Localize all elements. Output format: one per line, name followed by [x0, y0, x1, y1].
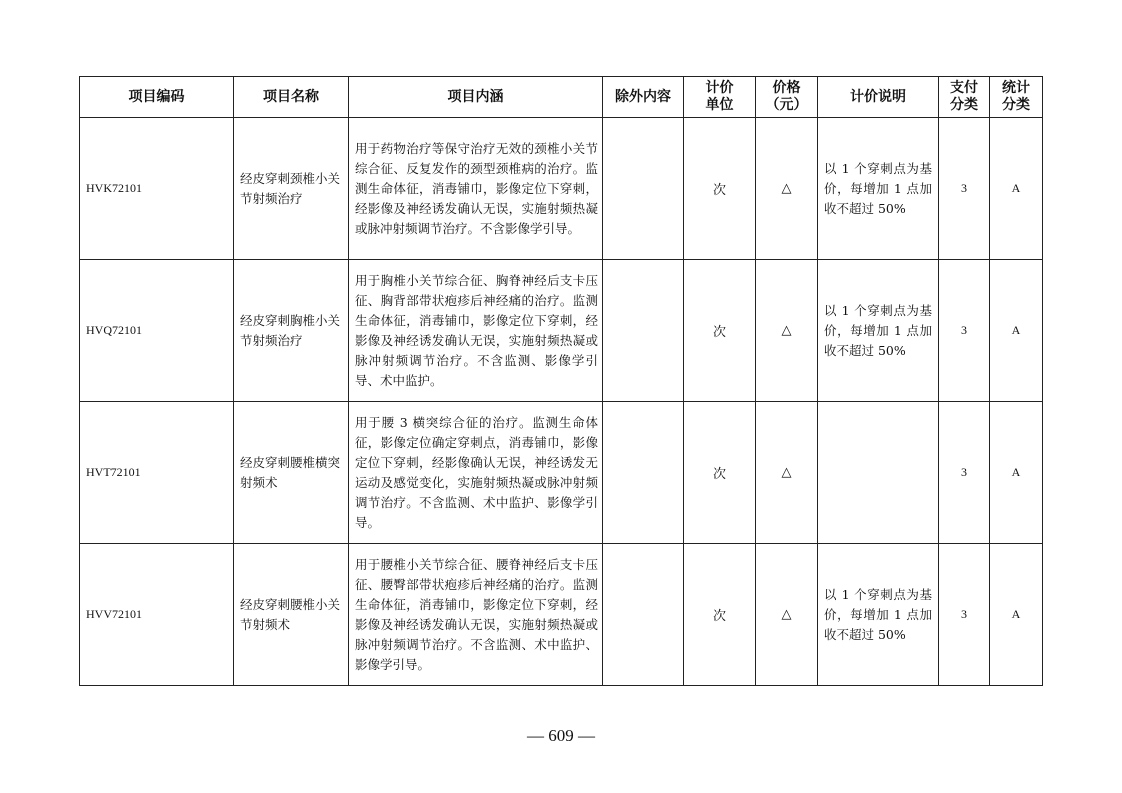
header-price [756, 77, 818, 118]
header-pay-line2: 分类 [950, 97, 978, 113]
cell-pay: 3 [939, 402, 990, 544]
header-content: 项目内涵 [349, 77, 603, 118]
cell-stat: A [990, 260, 1043, 402]
header-stat-line1: 统计 [1002, 80, 1030, 96]
cell-pay: 3 [939, 544, 990, 686]
cell-code: HVV72101 [80, 544, 234, 686]
cell-name: 经皮穿刺腰椎小关节射频术 [234, 544, 349, 686]
cell-name: 经皮穿刺胸椎小关节射频治疗 [234, 260, 349, 402]
cell-name: 经皮穿刺颈椎小关节射频治疗 [234, 118, 349, 260]
cell-stat: A [990, 402, 1043, 544]
page-number: — 609 — [527, 726, 595, 745]
cell-code: HVT72101 [80, 402, 234, 544]
fee-schedule-table [79, 76, 1043, 686]
header-code: 项目编码 [80, 77, 234, 118]
cell-unit: 次 [684, 544, 756, 686]
cell-note: 以 1 个穿刺点为基价，每增加 1 点加收不超过 50% [818, 544, 939, 686]
cell-pay: 3 [939, 260, 990, 402]
header-row [80, 77, 1043, 118]
table-row [80, 118, 1043, 260]
cell-code: HVK72101 [80, 118, 234, 260]
cell-unit: 次 [684, 402, 756, 544]
header-pay [939, 77, 990, 118]
cell-content: 用于腰 3 横突综合征的治疗。监测生命体征，影像定位确定穿刺点，消毒铺巾，影像定位下穿刺，经影像确认无误，神经诱发无运动及感觉变化，实施射频热凝或脉冲射频调节治疗。不含监测、术中监护、影像学引导。 [349, 402, 603, 544]
cell-exclusions [603, 402, 684, 544]
cell-content: 用于腰椎小关节综合征、腰脊神经后支卡压征、腰臀部带状疱疹后神经痛的治疗。监测生命体征，消毒铺巾，影像定位下穿刺，经影像及神经诱发确认无误，实施射频热凝或脉冲射频调节治疗。不含监测、术中监护、影像学引导。 [349, 544, 603, 686]
cell-unit: 次 [684, 260, 756, 402]
header-unit-line2: 单位 [705, 97, 734, 113]
cell-exclusions [603, 544, 684, 686]
header-stat [990, 77, 1043, 118]
cell-exclusions [603, 260, 684, 402]
cell-content: 用于胸椎小关节综合征、胸脊神经后支卡压征、胸背部带状疱疹后神经痛的治疗。监测生命体征，消毒铺巾，影像定位下穿刺，经影像及神经诱发确认无误，实施射频热凝或脉冲射频调节治疗。不含监测、影像学引导、术中监护。 [349, 260, 603, 402]
cell-note: 以 1 个穿刺点为基价，每增加 1 点加收不超过 50% [818, 118, 939, 260]
header-price-line2: （元） [765, 97, 808, 113]
cell-content: 用于药物治疗等保守治疗无效的颈椎小关节综合征、反复发作的颈型颈椎病的治疗。监测生命体征，消毒铺巾，影像定位下穿刺，经影像及神经诱发确认无误，实施射频热凝或脉冲射频调节治疗。不含影像学引导。 [349, 118, 603, 260]
table-row [80, 260, 1043, 402]
header-exclusions: 除外内容 [603, 77, 684, 118]
header-name: 项目名称 [234, 77, 349, 118]
cell-note: 以 1 个穿刺点为基价，每增加 1 点加收不超过 50% [818, 260, 939, 402]
header-note: 计价说明 [818, 77, 939, 118]
header-price-line1: 价格 [772, 80, 801, 96]
cell-name: 经皮穿刺腰椎横突射频术 [234, 402, 349, 544]
cell-stat: A [990, 544, 1043, 686]
cell-price: △ [756, 118, 818, 260]
cell-exclusions [603, 118, 684, 260]
header-unit [684, 77, 756, 118]
table-row [80, 544, 1043, 686]
cell-code: HVQ72101 [80, 260, 234, 402]
cell-price: △ [756, 260, 818, 402]
cell-price: △ [756, 402, 818, 544]
table-row [80, 402, 1043, 544]
cell-note [818, 402, 939, 544]
header-unit-line1: 计价 [705, 80, 734, 96]
header-stat-line2: 分类 [1002, 97, 1030, 113]
cell-unit: 次 [684, 118, 756, 260]
cell-price: △ [756, 544, 818, 686]
cell-stat: A [990, 118, 1043, 260]
header-pay-line1: 支付 [950, 80, 978, 96]
cell-pay: 3 [939, 118, 990, 260]
